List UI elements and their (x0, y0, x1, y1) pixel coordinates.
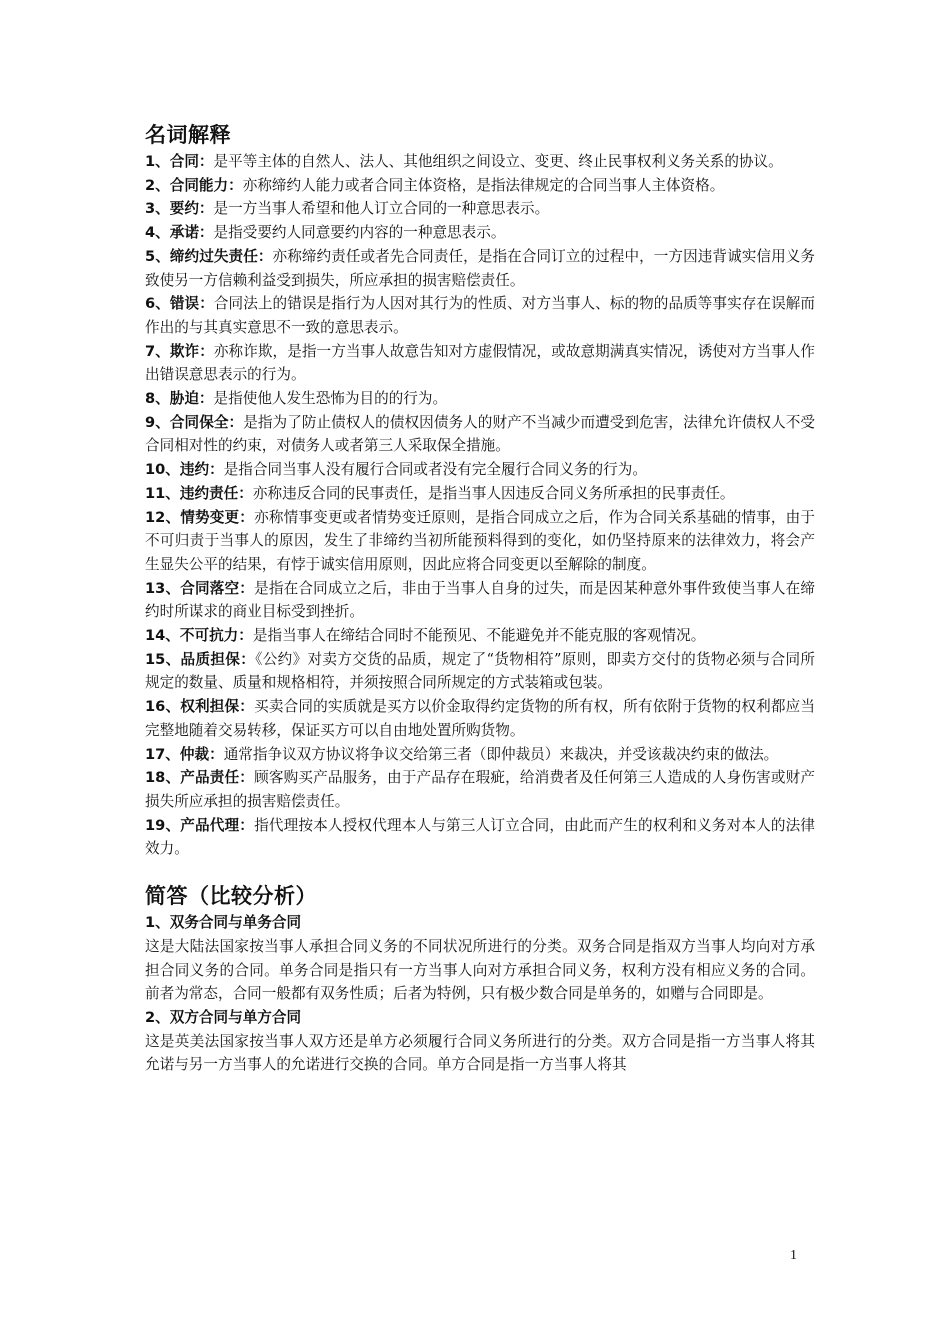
definition-term: 18、产品责任： (145, 769, 255, 787)
definition-entry (145, 458, 815, 482)
short-answer-heading: 1、双务合同与单务合同 (145, 914, 302, 932)
definition-term: 7、欺诈： (145, 342, 214, 360)
definition-entry (145, 648, 815, 695)
short-answer-list (145, 911, 815, 1077)
definition-text: 是指合同当事人没有履行合同或者没有完全履行合同义务的行为。 (223, 461, 647, 479)
definition-text: 亦称诈欺，是指一方当事人故意告知对方虚假情况，或故意期满真实情况，诱使对方当事人作出错误意思表示的行为。 (145, 342, 816, 384)
definition-entry (145, 411, 815, 458)
definition-text: 买卖合同的实质就是买方以价金取得约定货物的所有权，所有依附于货物的权利都应当完整地随着交易转移，保证买方可以自由地处置所购货物。 (145, 698, 815, 739)
definition-entry (145, 766, 815, 813)
definition-text: 是一方当事人希望和他人订立合同的一种意思表示。 (213, 200, 550, 218)
definition-text: 亦称情事变更或者情势变迁原则，是指合同成立之后，作为合同关系基础的情事，由于不可归责于当事人的原因，发生了非缔约当初所能预料得到的变化，如仍坚持原来的法律效力，将会产生显失公平的结果，有悖于诚实信用原则，因此应将合同变更以至解除的制度。 (145, 508, 815, 573)
short-answer-heading: 2、双方合同与单方合同 (145, 1008, 302, 1026)
definition-entry (145, 174, 815, 198)
definition-entry (145, 292, 815, 339)
definition-text: 指代理按本人授权代理本人与第三人订立合同，由此而产生的权利和义务对本人的法律效力。 (145, 816, 815, 858)
definition-term: 2、合同能力： (145, 176, 243, 194)
definition-entry (145, 245, 815, 292)
definition-text: 亦称缔约责任或者先合同责任，是指在合同订立的过程中，一方因违背诚实信用义务致使另一方信赖利益受到损失，所应承担的损害赔偿责任。 (145, 247, 815, 289)
definition-text: 是指受要约人同意要约内容的一种意思表示。 (213, 224, 506, 242)
definition-term: 16、权利担保： (145, 698, 255, 716)
definition-term: 5、缔约过失责任： (145, 247, 273, 265)
definition-term: 12、情势变更： (145, 508, 255, 526)
definition-term: 17、仲裁： (145, 745, 224, 763)
definition-term: 11、违约责任： (145, 484, 253, 502)
short-answer-text: 这是英美法国家按当事人双方还是单方必须履行合同义务所进行的分类。双方合同是指一方当事人将其允诺与另一方当事人的允诺进行交换的合同。单方合同是指一方当事人将其 (145, 1032, 815, 1074)
definition-text: 是指为了防止债权人的债权因债务人的财产不当减少而遭受到危害，法律允许债权人不受合同相对性的约束，对债务人或者第三人采取保全措施。 (145, 413, 815, 455)
short-answer-text: 这是大陆法国家按当事人承担合同义务的不同状况所进行的分类。双务合同是指双方当事人均向对方承担合同义务的合同。单务合同是指只有一方当事人向对方承担合同义务，权利方没有相应义务的合同。前者为常态，合同一般都有双务性质；后者为特例，只有极少数合同是单务的，如赠与合同即是。 (145, 937, 815, 1003)
section-title-short-answer: 简答（比较分析） (145, 884, 317, 909)
definition-term: 4、承诺： (145, 224, 214, 242)
definition-entry (145, 387, 815, 411)
definition-entry (145, 482, 815, 506)
definition-term: 15、品质担保： (145, 650, 256, 668)
definition-term: 8、胁迫： (145, 390, 214, 408)
definition-entry (145, 221, 815, 245)
definition-entry (145, 340, 815, 387)
definition-text: 是指使他人发生恐怖为目的的行为。 (213, 390, 448, 408)
definition-text: 是指当事人在缔结合同时不能预见、不能避免并不能克服的客观情况。 (252, 627, 706, 645)
definitions-list (145, 150, 815, 861)
page-number: 1 (790, 1248, 797, 1263)
definition-entry (145, 577, 815, 624)
definition-text: 亦称缔约人能力或者合同主体资格，是指法律规定的合同当事人主体资格。 (242, 176, 725, 194)
definition-text: 《公约》对卖方交货的品质，规定了“货物相符”原则，即卖方交付的货物必须与合同所规定的数量、质量和规格相符，并须按照合同所规定的方式装箱或包装。 (145, 650, 816, 692)
definition-entry (145, 624, 815, 648)
definition-term: 13、合同落空： (145, 579, 255, 597)
definition-text: 通常指争议双方协议将争议交给第三者（即仲裁员）来裁决，并受该裁决约束的做法。 (223, 745, 779, 763)
definition-entry (145, 506, 815, 577)
section-title-definitions: 名词解释 (145, 123, 231, 147)
document-page (145, 120, 815, 1077)
definition-text: 顾客购买产品服务，由于产品存在瑕疵，给消费者及任何第三人造成的人身伤害或财产损失所应承担的损害赔偿责任。 (145, 769, 815, 810)
definition-entry (145, 814, 815, 861)
definition-text: 合同法上的错误是指行为人因对其行为的性质、对方当事人、标的物的品质等事实存在误解而作出的与其真实意思不一致的意思表示。 (145, 295, 816, 336)
definition-term: 14、不可抗力： (145, 627, 253, 645)
definition-text: 是平等主体的自然人、法人、其他组织之间设立、变更、终止民事权利义务关系的协议。 (213, 153, 783, 170)
definition-text: 是指在合同成立之后，非由于当事人自身的过失，而是因某种意外事件致使当事人在缔约时所谋求的商业目标受到挫折。 (145, 579, 815, 621)
definition-term: 19、产品代理： (145, 816, 255, 834)
definition-entry (145, 197, 815, 221)
definition-term: 10、违约： (145, 461, 224, 479)
definition-entry (145, 743, 815, 767)
definition-term: 3、要约： (145, 200, 214, 218)
definition-term: 1、合同： (145, 153, 214, 170)
definition-entry (145, 150, 815, 174)
definition-text: 亦称违反合同的民事责任，是指当事人因违反合同义务所承担的民事责任。 (252, 484, 735, 502)
definition-term: 6、错误： (145, 295, 214, 313)
definition-entry (145, 695, 815, 742)
definition-term: 9、合同保全： (145, 413, 244, 431)
